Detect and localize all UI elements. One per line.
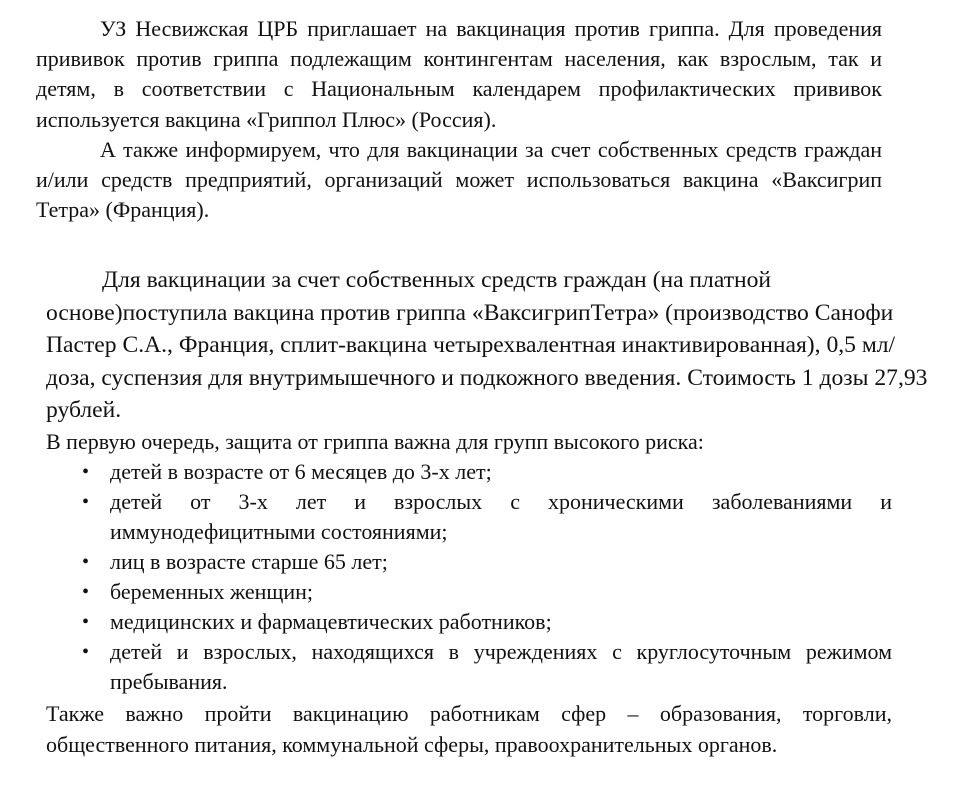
list-item	[46, 607, 892, 637]
intro-paragraph-2: А также информируем, что для вакцинации за счет собственных средств граждан и/или средств предприятий, организаций может использоваться вакцина «Ваксигрип Тетра» (Франция).	[36, 136, 882, 223]
closing-section	[46, 699, 892, 760]
list-item	[46, 487, 892, 547]
list-item-text: медицинских и фармацевтических работников;	[110, 609, 552, 634]
paid-vaccination-paragraph: Для вакцинации за счет собственных средств граждан (на платной основе)поступила вакцина против гриппа «ВаксигрипТетра» (производство Санофи Пастер С.А., Франция, сплит-вакцина четырехвалентная инактивированная), 0,5 мл/доза, суспензия для внутримышечного и подкожного введения. Стоимость 1 дозы 27,93 рублей.	[46, 267, 928, 424]
paid-vaccination-section	[46, 264, 930, 427]
bullet-icon: •	[82, 611, 90, 633]
bullet-icon: •	[82, 491, 90, 513]
bullet-icon: •	[82, 641, 90, 663]
bullet-icon: •	[82, 551, 90, 573]
closing-paragraph: Также важно пройти вакцинацию работникам сфер – образования, торговли, общественного питания, коммунальной сферы, правоохранительных органов.	[46, 701, 892, 757]
list-item-text: детей и взрослых, находящихся в учреждениях с круглосуточным режимом пребывания.	[110, 639, 892, 694]
list-item	[46, 577, 892, 607]
list-item-text: лиц в возрасте старше 65 лет;	[110, 549, 388, 574]
list-item-text: детей в возрасте от 6 месяцев до 3-х лет;	[110, 459, 492, 484]
intro-paragraph-1: УЗ Несвижская ЦРБ приглашает на вакцинация против гриппа. Для проведения прививок против гриппа подлежащим контингентам населения, как взрослым, так и детям, в соответствии с Национальным календарем профилактических прививок используется вакцина «Гриппол Плюс» (Россия).	[36, 16, 882, 132]
list-item	[46, 547, 892, 577]
risk-groups-lead: В первую очередь, защита от гриппа важна для групп высокого риска:	[46, 429, 704, 454]
list-item-text: беременных женщин;	[110, 579, 313, 604]
risk-groups-list	[46, 457, 892, 697]
bullet-icon: •	[82, 581, 90, 603]
intro-section	[36, 14, 882, 225]
list-item-text: детей от 3-х лет и взрослых с хроническими заболеваниями и иммунодефицитными состояниями;	[110, 489, 892, 544]
bullet-icon: •	[82, 461, 90, 483]
risk-groups-section	[46, 427, 892, 697]
list-item	[46, 457, 892, 487]
list-item	[46, 637, 892, 697]
